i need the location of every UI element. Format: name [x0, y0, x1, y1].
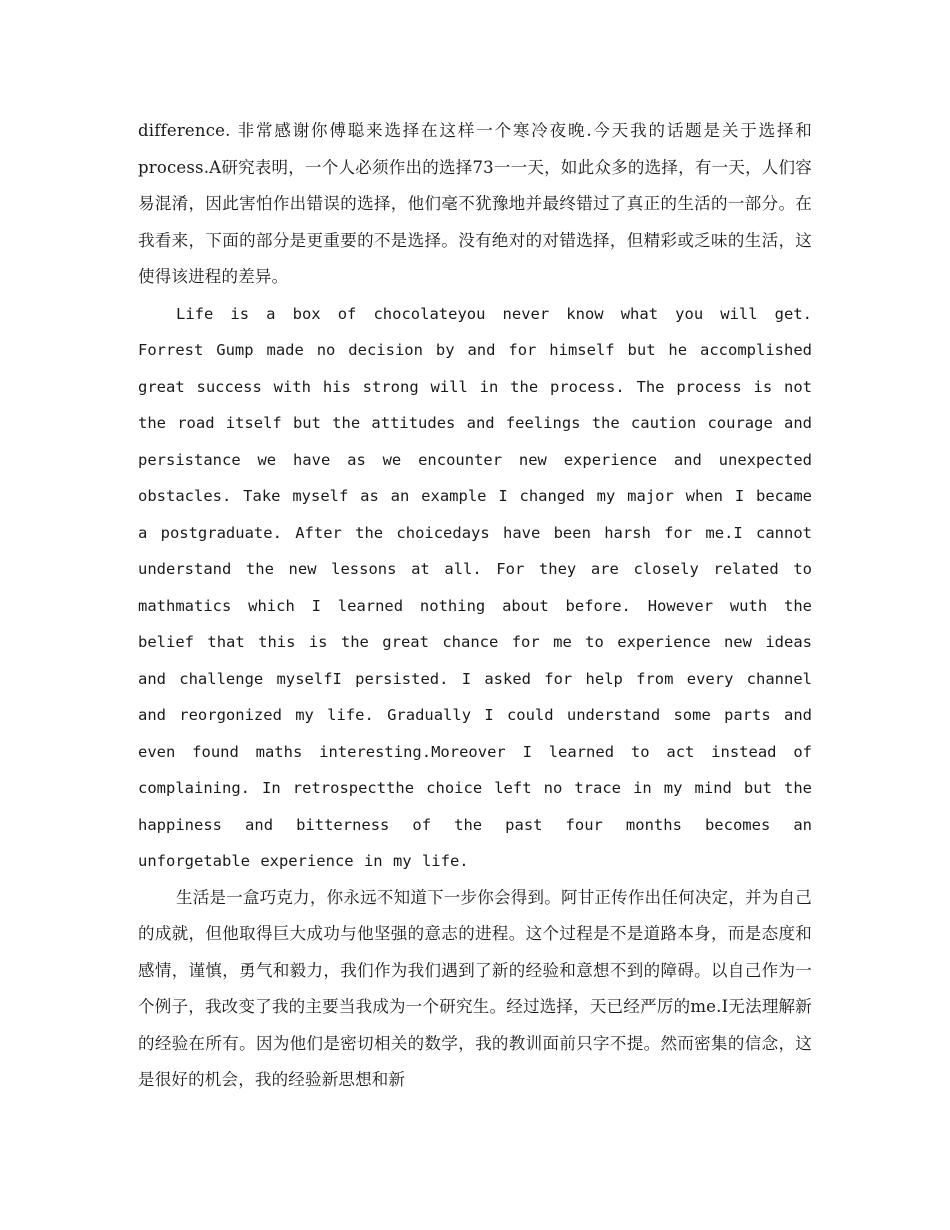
paragraph-chinese-intro: difference. 非常感谢你傅聪来选择在这样一个寒冷夜晚.今天我的话题是关于选择和process.A研究表明，一个人必须作出的选择73一一天，如此众多的选择，有一天，人们容易混淆，因此害怕作出错误的选择，他们毫不犹豫地并最终错过了真正的生活的一部分。在我看来，下面的部分是更重要的不是选择。没有绝对的对错选择，但精彩或乏味的生活，这使得该进程的差异。 — [138, 121, 812, 286]
document-body — [138, 113, 812, 1099]
paragraph-chinese-translation: 生活是一盒巧克力，你永远不知道下一步你会得到。阿甘正传作出任何决定，并为自己的成就，但他取得巨大成功与他坚强的意志的进程。这个过程是不是道路本身，而是态度和感情，谨慎，勇气和毅力，我们作为我们遇到了新的经验和意想不到的障碍。以自己作为一个例子，我改变了我的主要当我成为一个研究生。经过选择，天已经严厉的me.I无法理解新的经验在所有。因为他们是密切相关的数学，我的教训面前只字不提。然而密集的信念，这是很好的机会，我的经验新思想和新 — [138, 887, 812, 1089]
paragraph-english-body: Life is a box of chocolateyou never know what you will get. Forrest Gump made no decision by and for himself but he accomplished great success with his strong will in the process. The process is not the road itself but the attitudes and feelings the caution courage and persistance we have as we encounter new experience and unexpected obstacles. Take myself as an example I changed my major when I became a postgraduate. After the choicedays have been harsh for me.I cannot understand the new lessons at all. For they are closely related to mathmatics which I learned nothing about before. However wuth the belief that this is the great chance for me to experience new ideas and challenge myselfI persisted. I asked for help from every channel and reorgonized my life. Gradually I could understand some parts and even found maths interesting.Moreover I learned to act instead of complaining. In retrospectthe choice left no trace in my mind but the happiness and bitterness of the past four months becomes an unforgetable experience in my life. — [138, 304, 812, 870]
